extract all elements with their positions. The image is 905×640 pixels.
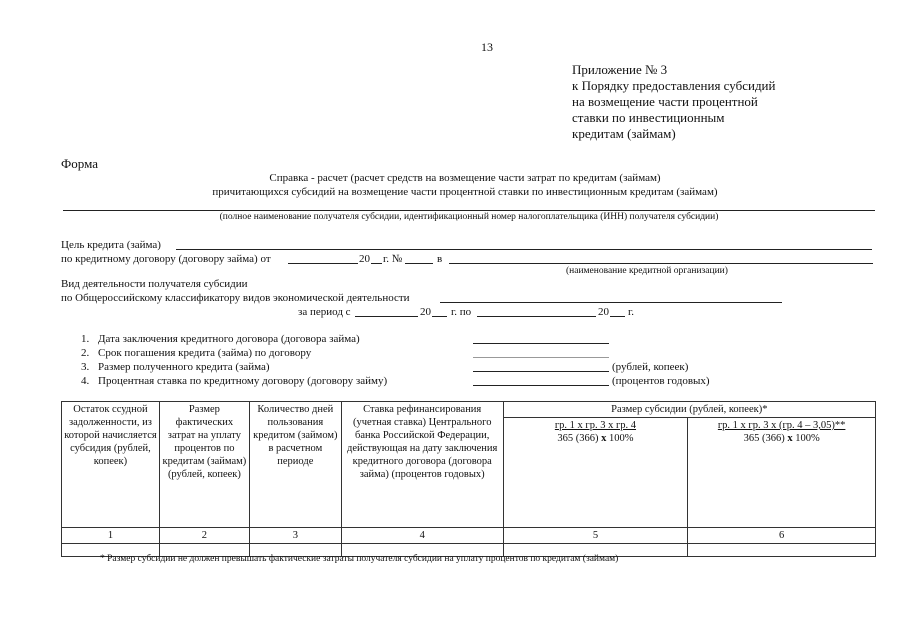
subsidy-table <box>61 401 876 557</box>
agreement-date-field[interactable] <box>288 263 358 264</box>
col1-header: Остаток ссудной задолженности, из которой начисляется субсидия (рублей, копеек) <box>62 402 160 528</box>
form-label: Форма <box>61 156 98 171</box>
item-suffix: (процентов годовых) <box>612 375 710 387</box>
period-prefix: за период с <box>298 306 351 318</box>
activity-line-2: по Общероссийскому классификатору видов экономической деятельности <box>61 292 410 304</box>
col6-denominator: 365 (366) <box>743 433 788 444</box>
item-number: 4. <box>81 375 90 387</box>
column-number: 1 <box>62 528 160 544</box>
agreement-prefix: по кредитному договору (договору займа) от <box>61 253 271 265</box>
appendix-line: Приложение № 3 <box>572 62 668 77</box>
appendix-block <box>572 62 832 142</box>
credit-org-caption: (наименование кредитной организации) <box>566 266 728 276</box>
col6-formula <box>688 418 876 528</box>
item-field[interactable] <box>473 357 609 358</box>
agreement-number-prefix: г. № <box>383 253 403 265</box>
agreement-year-prefix: 20 <box>359 253 370 265</box>
period-year-2-field[interactable] <box>610 316 625 317</box>
table-cell[interactable] <box>688 544 876 557</box>
col5-formula <box>503 418 688 528</box>
item-number: 1. <box>81 333 90 345</box>
item-text: Процентная ставка по кредитному договору (договору займу) <box>98 375 388 387</box>
title-line-2: причитающихся субсидий на возмещение части процентной ставки по инвестиционным кредитам (займам) <box>212 186 718 198</box>
col3-header: Количество дней пользования кредитом (займом) в расчетном периоде <box>249 402 341 528</box>
period-start-field[interactable] <box>355 316 418 317</box>
period-mid: г. по <box>451 306 472 318</box>
item-number: 2. <box>81 347 90 359</box>
col4-header: Ставка рефинансирования (учетная ставка) Центрального банка Российской Федерации, действующая на дату заключения кредитного договора (договора займа) (процентов годовых) <box>341 402 503 528</box>
item-field[interactable] <box>473 371 609 372</box>
activity-field[interactable] <box>440 302 782 303</box>
col5-formula-bottom <box>506 432 686 445</box>
table-header-row <box>62 402 876 418</box>
col6-formula-bottom <box>690 432 873 445</box>
col5-multiply-sign: х <box>601 433 607 444</box>
col5-percent: 100% <box>606 433 634 444</box>
col2-header: Размер фактических затрат на уплату процентов по кредитам (займам) (рублей, копеек) <box>159 402 249 528</box>
appendix-line: кредитам (займам) <box>572 126 676 141</box>
agreement-in-label: в <box>437 253 443 265</box>
col6-formula-top: гр. 1 х гр. 3 х (гр. 4 – 3,05)** <box>717 420 846 431</box>
item-field[interactable] <box>473 343 609 344</box>
col5-formula-top: гр. 1 х гр. 3 х гр. 4 <box>554 420 637 431</box>
title-line-1: Справка - расчет (расчет средств на возмещение части затрат по кредитам (займам) <box>269 172 661 184</box>
column-number: 4 <box>341 528 503 544</box>
period-year-2: 20 <box>598 306 609 318</box>
period-year-1-field[interactable] <box>432 316 447 317</box>
credit-purpose-label: Цель кредита (займа) <box>61 239 161 251</box>
table-number-row <box>62 528 876 544</box>
item-text: Срок погашения кредита (займа) по договору <box>98 347 312 359</box>
activity-line-1: Вид деятельности получателя субсидии <box>61 278 248 290</box>
item-field[interactable] <box>473 385 609 386</box>
column-number: 3 <box>249 528 341 544</box>
column-number: 2 <box>159 528 249 544</box>
period-end-field[interactable] <box>477 316 596 317</box>
period-end: г. <box>628 306 635 318</box>
recipient-caption: (полное наименование получателя субсидии, идентификационный номер налогоплательщика (ИНН) получателя субсидии) <box>219 212 719 222</box>
period-year-1: 20 <box>420 306 431 318</box>
page-number: 13 <box>481 40 493 54</box>
item-text: Размер полученного кредита (займа) <box>98 361 270 373</box>
appendix-line: на возмещение части процентной <box>572 94 758 109</box>
credit-purpose-field[interactable] <box>176 249 872 250</box>
agreement-number-field[interactable] <box>405 263 433 264</box>
agreement-year-field[interactable] <box>371 263 382 264</box>
col6-multiply-sign: х <box>787 433 793 444</box>
appendix-line: к Порядку предоставления субсидий <box>572 78 776 93</box>
recipient-line[interactable] <box>63 210 875 211</box>
appendix-line: ставки по инвестиционным <box>572 110 725 125</box>
col6-percent: 100% <box>792 433 820 444</box>
column-number: 6 <box>688 528 876 544</box>
item-text: Дата заключения кредитного договора (договора займа) <box>98 333 360 345</box>
footnote: * Размер субсидии не должен превышать фактические затраты получателя субсидии на уплату процентов по кредитам (займам) <box>100 554 619 564</box>
subsidy-header: Размер субсидии (рублей, копеек)* <box>503 402 875 418</box>
column-number: 5 <box>503 528 688 544</box>
item-number: 3. <box>81 361 90 373</box>
credit-org-field[interactable] <box>449 263 873 264</box>
item-suffix: (рублей, копеек) <box>612 361 689 373</box>
col5-denominator: 365 (366) <box>557 433 602 444</box>
